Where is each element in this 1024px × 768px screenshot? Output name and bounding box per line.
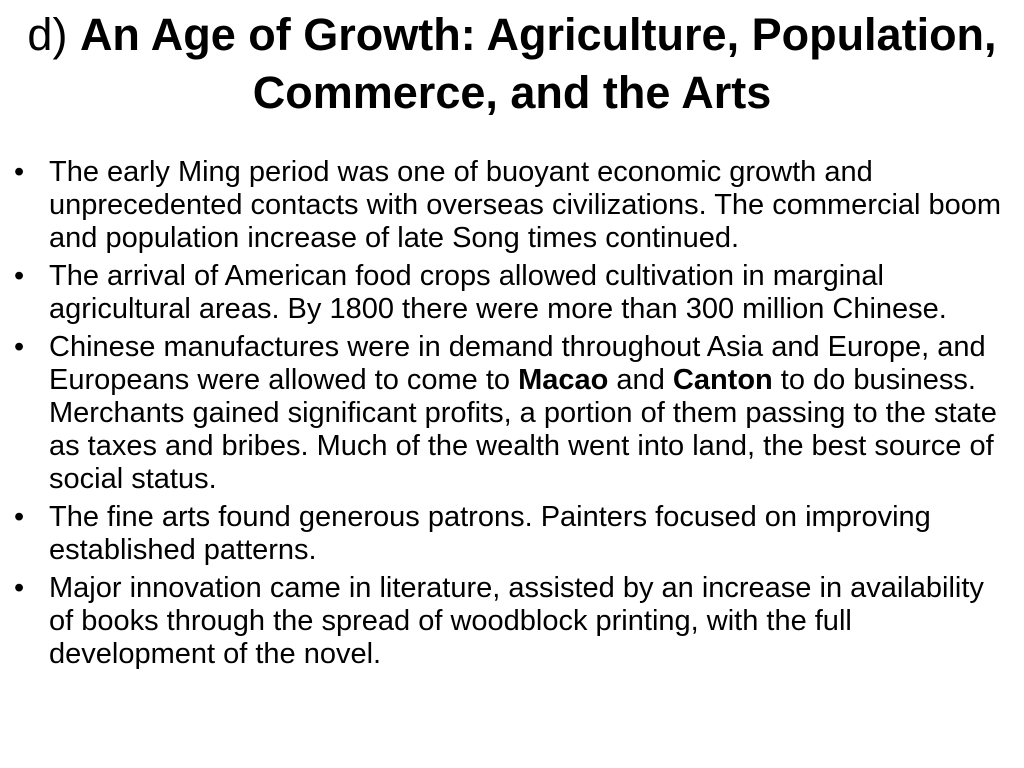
bullet-text: The early Ming period was one of buoyant economic growth and unprecedented contacts with overseas civilizations. The commercial boom and population increase of late Song times continued. — [49, 156, 1002, 254]
bullet-item — [14, 331, 1004, 496]
bullet-icon: • — [14, 156, 25, 188]
bullet-text: Major innovation came in literature, assisted by an increase in availability of books through the spread of woodblock printing, with the full development of the novel. — [49, 572, 984, 670]
bullet-keyword-macao: Macao — [518, 364, 609, 396]
bullet-list — [14, 156, 1004, 676]
bullet-icon: • — [14, 572, 25, 604]
slide-title — [0, 6, 1024, 122]
title-main: An Age of Growth: Agriculture, Population, Commerce, and the Arts — [79, 9, 997, 118]
bullet-icon: • — [14, 331, 25, 363]
bullet-text-part: and — [608, 364, 673, 396]
bullet-item — [14, 156, 1004, 255]
bullet-icon: • — [14, 260, 25, 292]
title-prefix: d) — [27, 9, 80, 60]
bullet-text: The fine arts found generous patrons. Painters focused on improving established patterns. — [49, 501, 931, 566]
bullet-icon: • — [14, 501, 25, 533]
bullet-text: The arrival of American food crops allowed cultivation in marginal agricultural areas. By 1800 there were more than 300 million Chinese. — [49, 260, 947, 325]
bullet-text-part: to do business. Merchants gained significant profits, a portion of them passing to the state as taxes and bribes. Much of the wealth went into land, the best source of social status. — [49, 364, 997, 495]
bullet-keyword-canton: Canton — [672, 364, 773, 396]
bullet-text-part: Chinese manufactures were in demand throughout Asia and Europe, and Europeans were allowed to come to — [49, 331, 986, 396]
bullet-item — [14, 572, 1004, 671]
bullet-item — [14, 501, 1004, 567]
bullet-item — [14, 260, 1004, 326]
